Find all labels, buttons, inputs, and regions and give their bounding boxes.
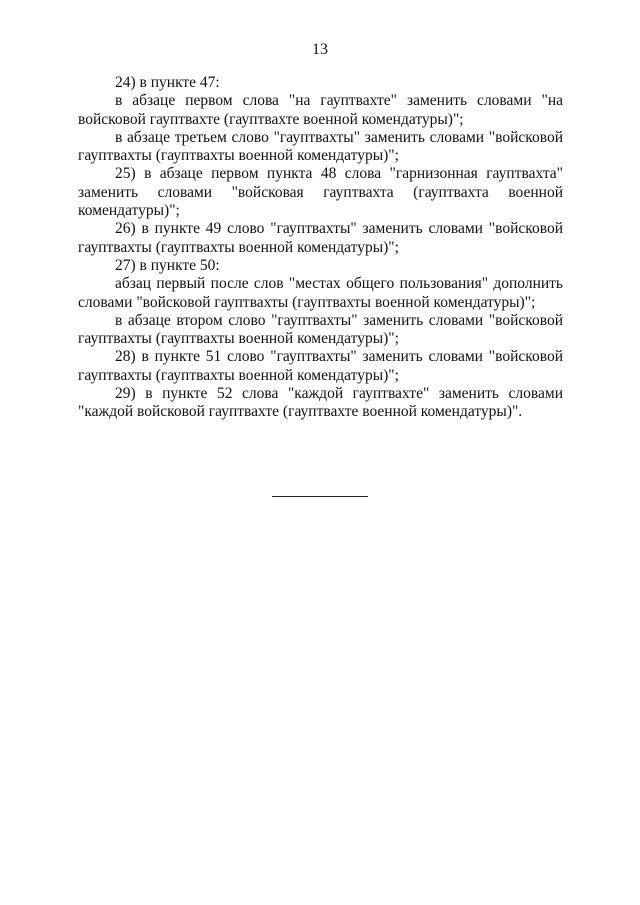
item-24-paragraph-3: в абзаце третьем слово "гауптвахты" заменить словами "войсковой гауптвахты (гауптвахты военной комендатуры)";	[78, 128, 563, 165]
item-27-heading: 27) в пункте 50:	[115, 256, 220, 274]
item-27-paragraph-1: абзац первый после слов "местах общего пользования" дополнить словами "войсковой гауптвахты (гауптвахты военной комендатуры)";	[78, 275, 563, 311]
item-26: 26) в пункте 49 слово "гауптвахты" заменить словами "войсковой гауптвахты (гауптвахты военной комендатуры)";	[78, 220, 563, 256]
item-29: 29) в пункте 52 слова "каждой гауптвахте" заменить словами "каждой войсковой гауптвахте (гауптвахте военной комендатуры)".	[78, 385, 563, 421]
item-27-paragraph-2: в абзаце втором слово "гауптвахты" заменить словами "войсковой гауптвахты (гауптвахты военной комендатуры)";	[78, 311, 563, 348]
document-body	[78, 74, 563, 422]
item-24-heading: 24) в пункте 47:	[115, 74, 220, 91]
item-25: 25) в абзаце первом пункта 48 слова "гарнизонная гауптвахта" заменить словами "войсковая гауптвахта (гауптвахта военной комендатуры)";	[78, 165, 563, 220]
item-28: 28) в пункте 51 слово "гауптвахты" заменить словами "войсковой гауптвахты (гауптвахты военной комендатуры)";	[78, 348, 563, 384]
end-divider-line	[272, 496, 368, 497]
item-24-paragraph-1: в абзаце первом слова "на гауптвахте" заменить словами "на войсковой гауптвахте (гауптвахте военной комендатуры)";	[78, 92, 563, 128]
page-number: 13	[312, 41, 328, 58]
